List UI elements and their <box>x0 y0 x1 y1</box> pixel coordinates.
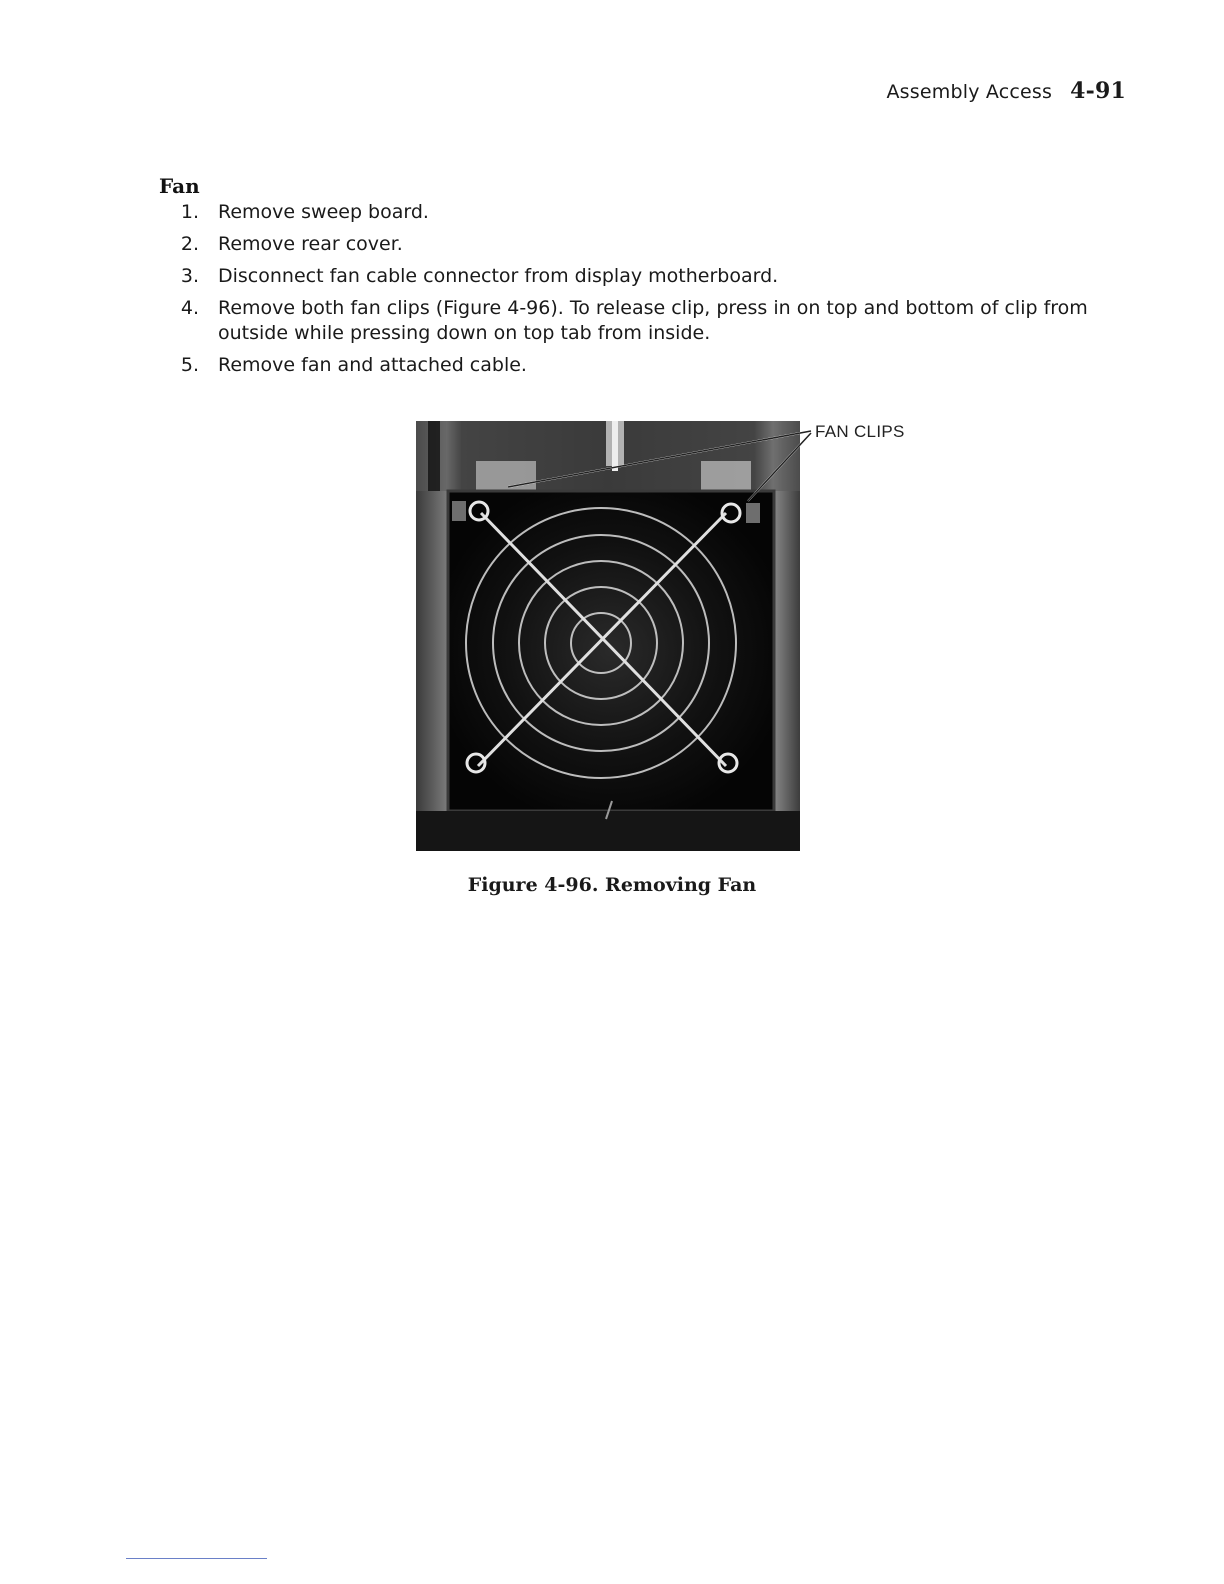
step-item <box>159 264 1089 289</box>
callout-leader-lines <box>416 421 816 521</box>
step-number: 5. <box>180 354 199 376</box>
step-text: Disconnect fan cable connector from display motherboard. <box>218 265 779 287</box>
step-text: Remove rear cover. <box>218 233 403 255</box>
figure-caption: Figure 4-96. Removing Fan <box>467 874 757 896</box>
step-number: 3. <box>180 265 199 287</box>
section-heading: Fan <box>159 174 200 198</box>
step-item <box>159 296 1089 346</box>
step-item <box>159 353 1089 378</box>
step-number: 4. <box>180 297 199 319</box>
procedure-steps <box>159 200 1089 385</box>
step-item <box>159 232 1089 257</box>
step-number: 2. <box>180 233 199 255</box>
section-title: Assembly Access <box>886 81 1053 103</box>
running-header <box>886 78 1126 104</box>
step-text: Remove both fan clips (Figure 4-96). To release clip, press in on top and bottom of clip from outside while pressing down on top tab from inside. <box>218 297 1088 344</box>
step-text: Remove fan and attached cable. <box>218 354 527 376</box>
fan-clips-callout: FAN CLIPS <box>815 422 905 441</box>
step-text: Remove sweep board. <box>218 201 429 223</box>
step-number: 1. <box>180 201 199 223</box>
step-item <box>159 200 1089 225</box>
page-number: 4-91 <box>1070 78 1126 104</box>
footer-rule <box>126 1558 267 1559</box>
